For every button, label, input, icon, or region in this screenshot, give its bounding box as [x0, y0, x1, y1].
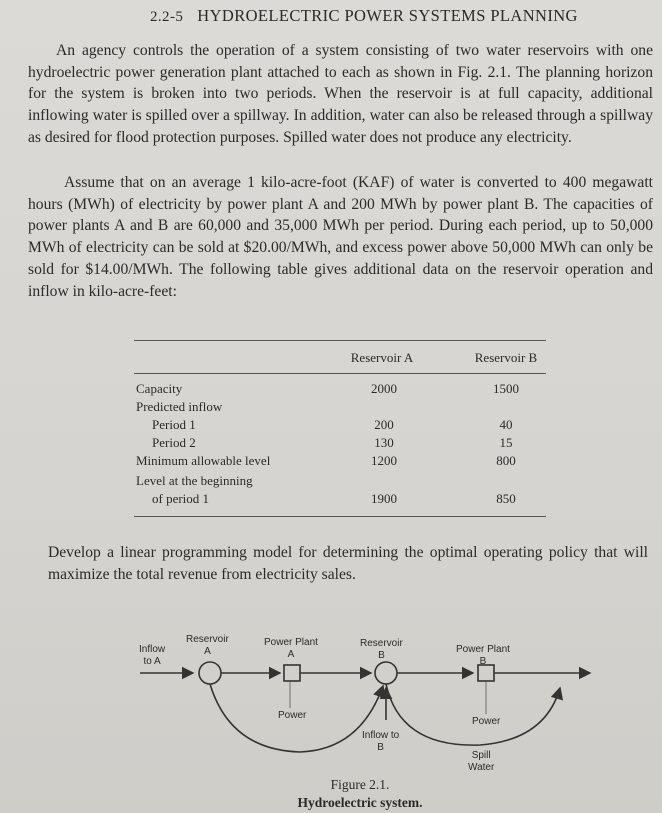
- cell-minimum-b: 800: [496, 453, 516, 468]
- paragraph-assumptions: Assume that on an average 1 kilo-acre-foot (KAF) of water is converted to 400 megawatt hours (MWh) of electricity by power plant A and 200 MWh by power plant B. The capacities of power plants A and B are 60,000 and 35,000 MWh per period. During each period, up to 50,000 MWh of electricity can be sold at $20.00/MWh, and excess power above 50,000 MWh can only be sold for $14.00/MWh. The following table gives additional data on the reservoir operation and inflow in kilo-acre-feet:: [28, 174, 653, 300]
- row-label-of-period-1: of period 1: [152, 491, 210, 506]
- power-a-label: Power: [278, 710, 307, 721]
- row-label-predicted-inflow: Predicted inflow: [136, 399, 223, 414]
- cell-capacity-a: 2000: [371, 381, 397, 396]
- row-label-period-1: Period 1: [152, 417, 196, 432]
- row-label-level-beginning: Level at the beginning: [136, 473, 253, 488]
- cell-initial-level-b: 850: [496, 491, 516, 506]
- spill-b-arc: [386, 684, 560, 745]
- reservoir-b-node: [375, 662, 397, 684]
- paragraph-task: Develop a linear programming model for determining the optimal operating policy that will maximize the total revenue from electricity sales.: [48, 544, 648, 583]
- cell-period2-b: 15: [499, 435, 513, 450]
- row-label-minimum-level: Minimum allowable level: [136, 453, 271, 468]
- table-header-reservoir-a: Reservoir A: [350, 350, 414, 365]
- reservoir-a-label: Reservoir A: [186, 634, 229, 657]
- inflow-b-label: Inflow to B: [362, 730, 400, 753]
- paragraph-reservoir-system: An agency controls the operation of a system consisting of two water reservoirs with one hydroelectric power generation plant attached to each as shown in Fig. 2.1. The planning horizon for the system is broken into two periods. When the reservoir is at full capacity, additional inflowing water is spilled over a spillway. In addition, water can also be released through a spillway as desired for flood protection purposes. Spilled water does not produce any electricity.: [28, 42, 653, 146]
- table-header-reservoir-b: Reservoir B: [474, 350, 538, 365]
- cell-period2-a: 130: [374, 435, 394, 450]
- reservoir-a-node: [199, 662, 221, 684]
- plant-a-box: [284, 665, 300, 681]
- cell-period1-a: 200: [374, 417, 394, 432]
- power-b-label: Power: [472, 716, 501, 727]
- inflow-a-label: Inflow to A: [139, 644, 166, 667]
- section-title: HYDROELECTRIC POWER SYSTEMS PLANNING: [197, 6, 578, 25]
- plant-b-label: Power Plant B: [456, 644, 510, 667]
- cell-period1-b: 40: [499, 417, 513, 432]
- plant-a-label: Power Plant A: [264, 637, 318, 660]
- section-heading: [150, 6, 650, 26]
- table-header-rule: [134, 373, 546, 374]
- row-label-period-2: Period 2: [152, 435, 196, 450]
- table-bottom-rule: [134, 516, 546, 517]
- cell-initial-level-a: 1900: [371, 491, 397, 506]
- section-number: 2.2-5: [150, 9, 184, 25]
- reservoir-b-label: Reservoir B: [360, 638, 403, 661]
- spill-water-label: Spill Water: [468, 750, 495, 773]
- figure-caption: Figure 2.1. Hydroelectric system.: [297, 777, 423, 810]
- cell-capacity-b: 1500: [493, 381, 519, 396]
- cell-minimum-a: 1200: [371, 453, 397, 468]
- row-label-capacity: Capacity: [136, 381, 183, 396]
- table-top-rule: [134, 340, 546, 341]
